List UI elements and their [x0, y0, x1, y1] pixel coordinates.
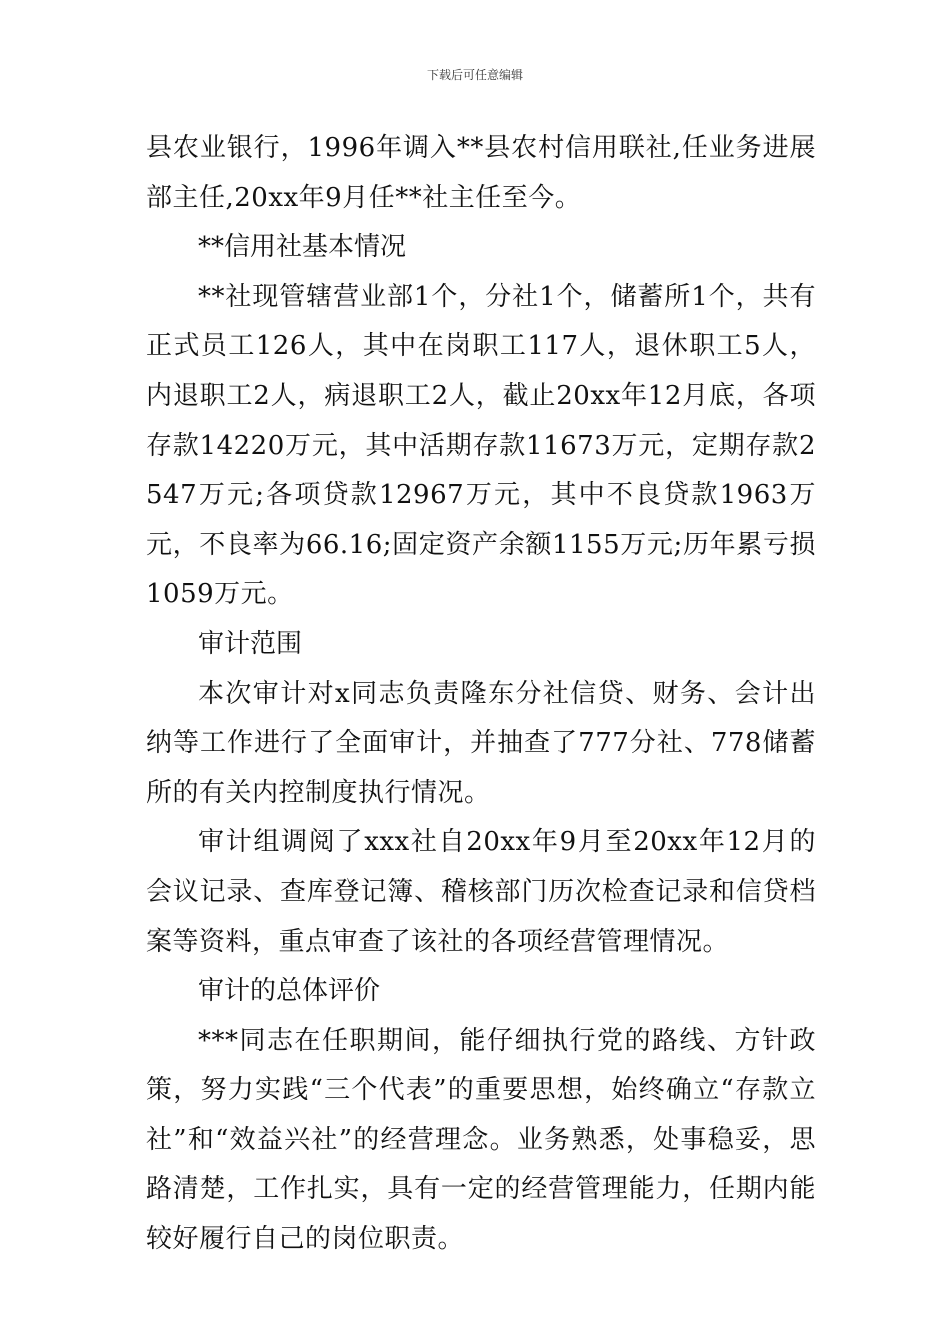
page-header-note: 下载后可任意编辑 — [426, 68, 523, 82]
paragraph-overall-evaluation: ***同志在任职期间，能仔细执行党的路线、方针政策，努力实践“三个代表”的重要思想，始终确立“存款立社”和“效益兴社”的经营理念。业务熟悉，处事稳妥，思路清楚，工作扎实，具有一定的经营管理能力，任期内能较好履行自己的岗位职责。 — [146, 1025, 816, 1255]
paragraph-audit-scope: 本次审计对x同志负责隆东分社信贷、财务、会计出纳等工作进行了全面审计，并抽查了777分社、778储蓄所的有关内控制度执行情况。 — [146, 678, 816, 808]
section-heading-audit-scope: 审计范围 — [198, 628, 303, 659]
document-body — [146, 124, 816, 1265]
paragraph-audit-materials: 审计组调阅了xxx社自20xx年9月至20xx年12月的会议记录、查库登记簿、稽核部门历次检查记录和信贷档案等资料，重点审查了该社的各项经营管理情况。 — [146, 827, 816, 957]
section-heading-basic-info: **信用社基本情况 — [198, 232, 407, 263]
paragraph-basic-info: **社现管辖营业部1个，分社1个，储蓄所1个，共有正式员工126人，其中在岗职工117人，退休职工5人，内退职工2人，病退职工2人，截止20xx年12月底，各项存款14220万元，其中活期存款11673万元，定期存款2547万元;各项贷款12967万元，其中不良贷款1963万元，不良率为66.16;固定资产余额1155万元;历年累亏损1059万元。 — [146, 281, 816, 610]
paragraph-career-continued: 县农业银行，1996年调入**县农村信用联社,任业务进展部主任,20xx年9月任**社主任至今。 — [146, 133, 816, 213]
section-heading-overall-evaluation: 审计的总体评价 — [198, 976, 381, 1007]
